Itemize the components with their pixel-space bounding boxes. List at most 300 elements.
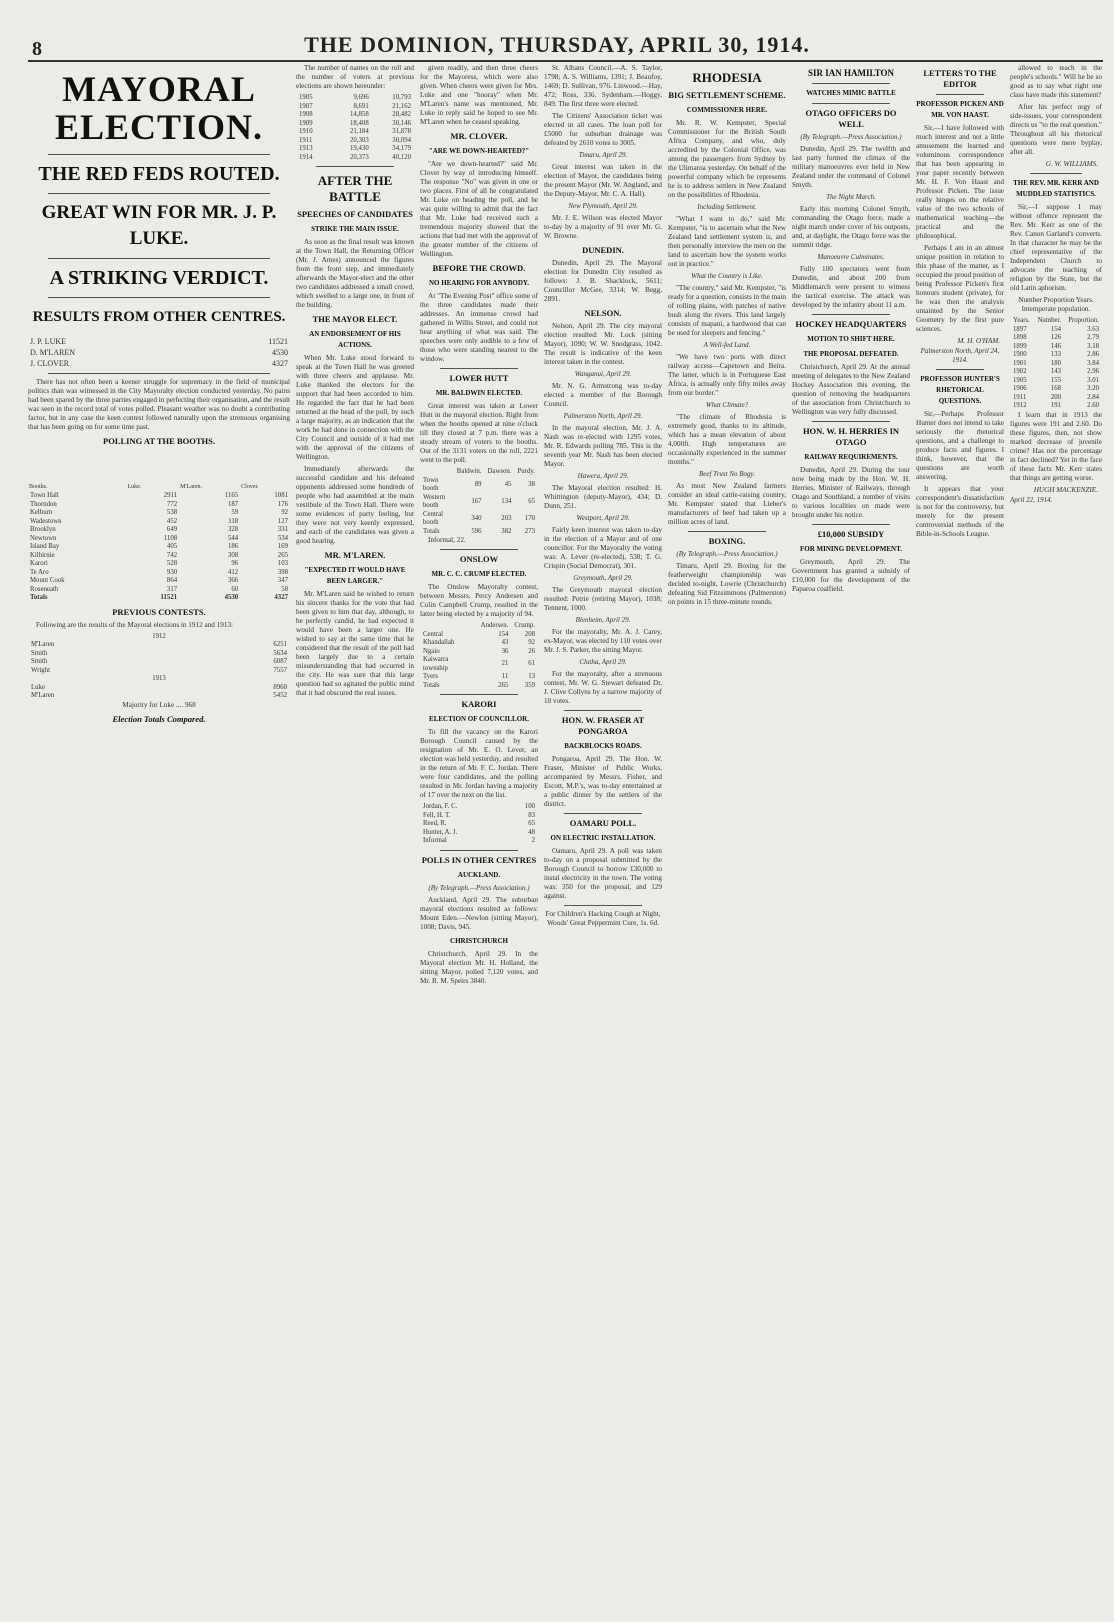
stats-cell: 1906 xyxy=(1013,385,1027,392)
section-heading: MR. M'LAREN. xyxy=(324,550,386,560)
onslow-cell: Totals xyxy=(423,681,440,689)
roll-cell: 28,482 xyxy=(392,111,411,118)
subheading: What the Country is Like. xyxy=(691,272,763,280)
section-heading: POLLING AT THE BOOTHS. xyxy=(103,436,215,446)
roll-cell: 1911 xyxy=(299,136,313,144)
section-subheading: THE PROPOSAL DEFEATED. xyxy=(803,350,899,358)
dateline: Hawera, April 29. xyxy=(577,472,629,480)
dateline: Timaru, April 29. xyxy=(578,151,628,159)
onslow-cell: Khandallah xyxy=(423,639,455,646)
divider xyxy=(48,258,270,259)
section-subheading: WATCHES MIMIC BATTLE xyxy=(806,89,896,97)
karori-cell: Hunter, A. J. xyxy=(423,828,458,836)
onslow-cell: Andersen. xyxy=(480,622,509,629)
advertisement: For Children's Hacking Cough at Night, Woods' Great Peppermint Cure, 1s. 6d. xyxy=(545,910,661,927)
hutt-cell xyxy=(420,468,454,477)
stats-cell: 133 xyxy=(1050,351,1062,358)
article-paragraph: Mr. M'Laren said he wished to return his sincere thanks for the vote that had been given to him that day, although, to be perfectly candid, he had expected it would have been a larger one. He wished to say at the same time that he considered that the result of the poll had been largely due to a certain misunderstanding that had occurred in the city. He was sure that this large question had so agitated the public mind that it had obscured the real issues. xyxy=(296,590,414,697)
stats-cell: 146 xyxy=(1050,342,1062,350)
booth-cell: 308 xyxy=(227,551,239,559)
dateline: Clutha, April 29. xyxy=(579,658,627,666)
booth-cell: 317 xyxy=(166,585,178,593)
roll-cell: 21,162 xyxy=(392,102,411,110)
previous-contests-table xyxy=(28,633,290,701)
article-paragraph: The Mayoral election resulted: H. Whittington (deputy-Mayor), 434; D. Dunn, 251. xyxy=(544,484,662,510)
roll-row xyxy=(296,120,414,129)
article-paragraph: The Citizens' Association ticket was elected in all cases. The loan poll for £5000 for suburban drainage was defeated by 2610 votes to 3005. xyxy=(544,112,662,147)
divider xyxy=(440,850,518,851)
candidate-name: D. M'LAREN xyxy=(30,348,75,357)
stats-cell: 1899 xyxy=(1013,342,1027,350)
stats-cell: 3.84 xyxy=(1087,359,1099,367)
section-heading: £10,000 SUBSIDY xyxy=(817,529,885,539)
divider xyxy=(1030,173,1082,174)
onslow-cell: Ngaio xyxy=(423,647,440,655)
section-subheading: AN ENDORSEMENT OF HIS ACTIONS. xyxy=(309,330,401,349)
booth-cell: 772 xyxy=(166,500,178,508)
article-paragraph: Christchurch, April 29. In the Mayoral election Mr. H. Holland, the sitting Mayor, polled 7,120 votes, and Mr. R. M. Speirs 3840. xyxy=(420,949,538,985)
subheading: What Climate? xyxy=(705,401,749,409)
karori-row xyxy=(420,803,538,812)
section-subheading: OTAGO OFFICERS DO WELL xyxy=(805,108,897,129)
stats-row xyxy=(1010,343,1102,352)
booth-row xyxy=(28,577,290,586)
article-paragraph: I learn that in 1913 the figures were 191 and 2.60. Do these figures, then, not show marked decrease of juvenile crime? Has not the percentage in fact declined? Yet in the face of these facts Mr. Kerr states that things are getting worse. xyxy=(1010,410,1102,482)
booth-cell: Town Hall xyxy=(30,492,59,499)
roll-cell: 20,373 xyxy=(350,153,369,161)
section-heading: PREVIOUS CONTESTS. xyxy=(112,606,206,617)
hutt-row xyxy=(420,494,538,511)
hutt-table xyxy=(420,468,538,536)
stats-cell: 180 xyxy=(1050,359,1062,367)
dateline: Greymouth, April 29. xyxy=(573,574,633,582)
karori-cell: Jordan, F. C. xyxy=(423,803,458,810)
roll-row xyxy=(296,154,414,163)
article-paragraph: given readily, and then three cheers for the Mayoress, which were also given. When cheers were given for Mrs. Luke and one "hooray" when Mr. M'Laren's name was mentioned, Mr. Luke in reply said he hoped to see Mr. M'Laren when he ceased speaking. xyxy=(420,64,538,126)
result-row xyxy=(28,347,290,358)
article-paragraph: "What I want to do," said Mr. Kempster, "is to ascertain what the New Zealand land settlement system is, and then personally interview the men on the land to ascertain how the system works out in practice." xyxy=(668,215,786,268)
year-row xyxy=(28,633,290,642)
booth-row xyxy=(28,543,290,552)
roll-cell: 1907 xyxy=(299,102,313,110)
booth-row xyxy=(28,509,290,518)
vote-row xyxy=(28,641,290,650)
article-paragraph: "The climate of Rhodesia is extremely good, thanks to its altitude, which has a mean elevation of about 4,000ft. High temperatures are occasionally experienced in the summer months." xyxy=(668,413,786,466)
hutt-cell: 382 xyxy=(501,527,512,535)
vote-cell: 8960 xyxy=(273,683,287,691)
stats-cell: 3.18 xyxy=(1087,342,1099,350)
article-paragraph: The number of names on the roll and the number of voters at previous elections are shown hereunder: xyxy=(296,64,414,90)
article-paragraph: Great interest was taken at Lower Hutt in the mayoral election. Right from when the booths opened at nine o'clock till they closed at 7 p.m. there was a steady stream of voters to the booths. Out of the 3131 voters on the roll, 2221 went to the poll. xyxy=(420,402,538,464)
roll-cell: 1905 xyxy=(299,94,313,101)
onslow-cell: 154 xyxy=(498,630,509,638)
onslow-cell: 21 xyxy=(501,660,509,668)
divider xyxy=(440,368,518,369)
stats-cell: Proportion. xyxy=(1068,317,1099,324)
hutt-cell: 45 xyxy=(504,480,512,488)
roll-cell: 9,696 xyxy=(353,94,369,101)
booth-row xyxy=(28,560,290,569)
vote-cell: Luke xyxy=(31,683,45,691)
section-heading: THE MAYOR ELECT. xyxy=(312,314,398,324)
hutt-cell: Western booth xyxy=(423,493,446,509)
onslow-cell: 36 xyxy=(501,647,509,655)
stats-cell: 1912 xyxy=(1013,402,1027,409)
result-row xyxy=(28,336,290,347)
roll-row xyxy=(296,94,414,103)
roll-cell: 18,408 xyxy=(350,119,369,127)
karori-cell: Reed, R. xyxy=(423,820,447,827)
article-paragraph: At "The Evening Post" office some of the three candidates made their addresses. An immense crowd had gathered in Willis Street, and could not hear anything of what was said. The speeches were only audible to a few of those who were standing nearest to the window. xyxy=(420,292,538,363)
section-subheading: RAILWAY REQUIREMENTS. xyxy=(804,453,898,461)
section-heading: HON. W. H. HERRIES IN OTAGO xyxy=(802,426,900,447)
results-table xyxy=(28,336,290,369)
booth-cell: 1108 xyxy=(163,534,178,542)
booth-cell: 11521 xyxy=(160,594,178,601)
column-mayoral-election xyxy=(28,64,290,1612)
booth-cell: 176 xyxy=(277,500,288,508)
booth-cell: 1081 xyxy=(274,492,288,499)
article-paragraph: The Onslow Mayoralty contest, between Messrs. Percy Andersen and Colin Campbell Crump, resulted in the latter being elected by a majority of 94. xyxy=(420,583,538,618)
article-paragraph: When Mr. Luke stood forward to speak at the Town Hall he was greeted with three cheers and applause. Mr. Luke thanked the electors for the support that had been accorded to him. He regarded the fact that he had been returned at the head of the poll, by such a large majority, as an indication that the work he had done in connection with the City Council and outside of it had met with the approval of the citizens of Wellington. xyxy=(296,354,414,461)
divider xyxy=(812,314,890,315)
karori-row xyxy=(420,812,538,821)
section-subheading: AUCKLAND. xyxy=(457,870,501,879)
section-subheading: "ARE WE DOWN-HEARTED?" xyxy=(428,147,530,155)
booth-cell: 412 xyxy=(227,568,239,576)
stats-cell: Years. xyxy=(1013,317,1030,324)
hutt-cell: 203 xyxy=(501,514,512,522)
vote-cell: 6251 xyxy=(273,641,287,648)
stats-cell: 2.84 xyxy=(1087,393,1099,401)
section-heading: NELSON. xyxy=(584,308,622,318)
article-paragraph: "We have two ports with direct railway access—Capetown and Beira. The latter, which is in Portuguese East Africa, is actually only fifty miles away from our border." xyxy=(668,353,786,397)
onslow-cell: Kaiwarra township xyxy=(423,656,449,672)
booth-cell: 96 xyxy=(231,560,239,567)
booth-row xyxy=(28,569,290,578)
booth-cell: Karori xyxy=(30,560,48,567)
section-heading: BEFORE THE CROWD. xyxy=(432,263,526,273)
hutt-row xyxy=(420,511,538,528)
karori-cell: Fell, H. T. xyxy=(423,811,451,819)
stats-cell: 3.01 xyxy=(1087,376,1099,384)
booth-cell: Totals xyxy=(30,594,48,601)
stats-row xyxy=(1010,368,1102,377)
hutt-cell: 134 xyxy=(501,497,512,505)
booth-cell: 59 xyxy=(231,509,239,516)
column-letters xyxy=(916,64,1004,1612)
booth-cell: Kilbirnie xyxy=(30,551,55,559)
majority-line: Majority for Luke .... 968 xyxy=(122,700,196,709)
section-heading: POLLS IN OTHER CENTRES xyxy=(421,854,537,865)
hutt-totals-row xyxy=(420,528,538,537)
booth-row xyxy=(28,518,290,527)
onslow-table xyxy=(420,622,538,690)
headline-great-win: GREAT WIN FOR MR. J. P. LUKE. xyxy=(41,202,277,249)
article-paragraph: Christchurch, April 29. At the annual meeting of delegates to the New Zealand Hockey Association this evening, the question of removing the headquarters of the association from Christchurch to Wellington was very fully discussed. xyxy=(792,363,910,416)
dateline: Westport, April 29. xyxy=(576,514,630,522)
result-row xyxy=(28,358,290,369)
subheading: Manoeuvre Culminates. xyxy=(817,253,885,261)
stats-row xyxy=(1010,377,1102,386)
stats-cell: 126 xyxy=(1050,334,1062,341)
booth-cell: 265 xyxy=(277,551,288,559)
divider xyxy=(48,193,270,194)
article-paragraph: Mr. R. W. Kempster, Special Commissioner for the British South Africa Company, and who, duly accredited by the Colonial Office, was among the passengers from Sydney by the Ulimaroa yesterday. On behalf of the powerful company which he represents he is to address settlers in New Zealand on the possibilities of Rhodesia. xyxy=(668,119,786,199)
roll-cell: 40,120 xyxy=(392,153,411,161)
onslow-totals-row xyxy=(420,682,538,691)
stats-row xyxy=(1010,360,1102,369)
booth-row xyxy=(28,552,290,561)
booth-header: Clover. xyxy=(241,483,259,490)
booth-cell: 331 xyxy=(277,526,288,533)
article-paragraph: "The country," said Mr. Kempster, "is ready for a question, consists in the main of rolling plains, with patches of native bush along the rivers. This land largely consists of mapani, a hardwood that can be used for sleepers and fencing." xyxy=(668,284,786,337)
section-subheading: CHRISTCHURCH xyxy=(450,936,508,945)
booth-cell: 544 xyxy=(227,534,239,542)
divider xyxy=(440,694,518,695)
section-subheading: BIG SETTLEMENT SCHEME. xyxy=(668,90,786,100)
roll-cell: 19,430 xyxy=(350,145,369,152)
section-heading: HON. W. FRASER AT PONGAROA xyxy=(561,715,645,736)
section-subheading: PROFESSOR HUNTER'S RHETORICAL QUESTIONS. xyxy=(920,375,1000,405)
divider xyxy=(564,905,642,906)
year-label: 1913 xyxy=(152,675,166,682)
hutt-row xyxy=(420,477,538,494)
hutt-cell: 89 xyxy=(474,480,482,488)
stats-row xyxy=(1010,394,1102,403)
letter-date: April 22, 1914. xyxy=(1010,495,1053,504)
stats-cell: Number. xyxy=(1037,317,1062,324)
onslow-cell: 265 xyxy=(498,681,509,689)
stats-cell: 1897 xyxy=(1013,325,1027,333)
stats-row xyxy=(1010,351,1102,360)
roll-cell: 8,691 xyxy=(353,102,369,110)
booth-cell: 366 xyxy=(227,577,239,584)
section-subheading: COMMISSIONER HERE. xyxy=(686,106,768,114)
booth-row xyxy=(28,526,290,535)
booth-cell: 405 xyxy=(166,543,178,550)
roll-cell: 1913 xyxy=(299,145,313,152)
booth-cell: 1165 xyxy=(224,492,239,499)
stats-cell: 1911 xyxy=(1013,393,1027,401)
stats-row xyxy=(1010,402,1102,411)
booth-cell: 2911 xyxy=(163,492,178,499)
divider xyxy=(564,710,642,711)
article-paragraph: Dunedin, April 29. During the tour now being made by the Hon. W. H. Herries, Minister of Railways, through Otago and Southland, a number of visits to various localities on made were brought under his notice. xyxy=(792,466,910,519)
article-paragraph: The Greymouth mayoral election resulted: Petrie (retiring Mayor), 1038; Tennent, 1000. xyxy=(544,586,662,612)
booth-row xyxy=(28,492,290,501)
karori-row xyxy=(420,837,538,846)
stats-row xyxy=(1010,334,1102,343)
section-heading: AFTER THE BATTLE xyxy=(317,173,393,204)
letter-signature: G. W. WILLIAMS. xyxy=(1045,160,1098,168)
headline-results: RESULTS FROM OTHER CENTRES. xyxy=(32,309,286,325)
article-paragraph: Greymouth, April 29. The Government has granted a subsidy of £10,000 for the development of the Paparoa coalfield. xyxy=(792,558,910,593)
year-row xyxy=(28,675,290,684)
vote-row xyxy=(28,692,290,701)
letter-signature: HUGH MACKENZIE. xyxy=(1033,485,1098,494)
section-heading: KARORI xyxy=(461,699,497,709)
article-paragraph: Nelson, April 29. The city mayoral election resulted: Mr. Lock (sitting Mayor), 1090; W. W. Snodgrass, 1042. The result is indicative of the keen interest taken in the contest. xyxy=(544,322,662,366)
article-paragraph: After his perfect orgy of side-issues, your correspondent directs us "to the real question." Throughout all his rhetorical questions were mere byplay, after all. xyxy=(1010,103,1102,156)
booth-cell: 186 xyxy=(227,543,239,550)
candidate-votes: 4530 xyxy=(272,348,288,357)
roll-cell: 31,878 xyxy=(392,128,411,135)
hutt-cell: 170 xyxy=(524,514,535,522)
divider xyxy=(812,103,890,104)
article-paragraph: Fully 100 spectators went from Dunedin, and about 200 from Middlemarch were present to witness the tactical exercise. The attack was developed by the infantry about 11 a.m. xyxy=(792,265,910,309)
booth-cell: Kelburn xyxy=(30,509,53,516)
divider xyxy=(936,94,984,95)
vote-cell: Smith xyxy=(31,649,48,657)
section-heading: RHODESIA xyxy=(692,70,762,85)
article-paragraph: It appears that your correspondent's dissatisfaction is not for the controversy, but merely for the present controversial methods of the Bible-in-Schools League. xyxy=(916,485,1004,538)
onslow-cell xyxy=(420,622,478,631)
stats-cell: 1900 xyxy=(1013,351,1027,358)
booth-cell: 538 xyxy=(166,509,178,516)
article-paragraph: "Are we down-hearted?" said Mr. Clover by way of introducing himself. The response "No" was given in one or two places. First of all he congratulated Mr. Luke on heading the poll, and he was quite willing to admit that the fact that Mr. Luke had received such a tremendous majority showed that the actions that had met with the approval of the greater number of the citizens of Wellington. xyxy=(420,160,538,258)
section-heading: LOWER HUTT xyxy=(449,373,509,383)
divider xyxy=(564,813,642,814)
letter-signature: M. H. O'HAM. xyxy=(957,337,1000,345)
hutt-cell: 38 xyxy=(528,480,535,488)
section-subheading: MOTION TO SHIFT HERE. xyxy=(807,335,895,343)
vote-cell: Smith xyxy=(31,658,48,665)
booth-cell: 4530 xyxy=(224,594,239,601)
dateline: Blenheim, April 29. xyxy=(575,616,631,624)
vote-row xyxy=(28,667,290,676)
table-caption: Number Proportion Years. Intemperate population. xyxy=(1018,296,1094,313)
stats-cell: 1901 xyxy=(1013,359,1027,367)
stats-cell: 3.20 xyxy=(1087,385,1099,392)
roll-cell: 30,094 xyxy=(392,136,411,144)
vote-cell: 7557 xyxy=(273,666,287,674)
article-paragraph: Perhaps I am in an almost unique position in relation to this phase of the matter, as I occupied the proud position of being Professor Picken's first honours student (private), for he was then the analysis untainted by the Senior Geometry by the first pure sciences. xyxy=(916,244,1004,333)
booth-cell: Brooklyn xyxy=(30,526,56,533)
article-paragraph: Auckland, April 29. The suburban mayoral elections resulted as follows: Mount Eden.—Newlon (sitting Mayor), 1008; Davis, 945. xyxy=(420,895,538,931)
hutt-header-row xyxy=(420,468,538,477)
booth-cell: 452 xyxy=(166,517,178,525)
roll-cell: 1914 xyxy=(299,153,313,161)
booth-cell: Island Bay xyxy=(30,543,60,550)
candidate-name: J. P. LUKE xyxy=(30,337,67,346)
stats-row xyxy=(1010,326,1102,335)
roll-cell: 21,184 xyxy=(350,128,369,135)
section-subheading: FOR MINING DEVELOPMENT. xyxy=(800,545,902,553)
hutt-cell: 596 xyxy=(471,527,482,535)
stats-cell: 191 xyxy=(1050,402,1062,409)
byline: (By Telegraph.—Press Association.) xyxy=(676,550,778,558)
roll-cell: 14,858 xyxy=(350,111,369,118)
byline: (By Telegraph.—Press Association.) xyxy=(428,883,530,892)
stats-cell: 2.60 xyxy=(1087,402,1099,409)
karori-row xyxy=(420,829,538,838)
onslow-cell: Crump. xyxy=(514,622,535,629)
article-paragraph: Fairly keen interest was taken to-day in the election of a Mayor and of one councillor. For the Mayoralty the voting was: A. Lever (re-elected), 538; T. G. Crispin (Social Democrat), 301. xyxy=(544,526,662,570)
subheading: Including Settlement. xyxy=(697,203,757,211)
onslow-row xyxy=(420,656,538,673)
booth-header-row xyxy=(28,450,290,492)
stats-cell: 1902 xyxy=(1013,368,1027,375)
onslow-cell: 359 xyxy=(524,681,535,689)
stats-header-row xyxy=(1010,317,1102,326)
article-paragraph: For the mayoralty, after a strenuous contest, Mr. W. G. Stewart defeated Dr. J. Clive Collyns by a narrow majority of 10 votes. xyxy=(544,670,662,705)
section-subheading: PROFESSOR PICKEN AND MR. VON HAAST. xyxy=(916,100,1004,119)
roll-cell: 1908 xyxy=(299,111,313,118)
hutt-cell: Purdy. xyxy=(517,468,535,475)
hutt-cell: 273 xyxy=(524,527,535,535)
booth-table xyxy=(28,450,290,603)
section-heading: MR. CLOVER. xyxy=(450,131,508,141)
onslow-cell: 43 xyxy=(501,639,509,646)
divider xyxy=(48,373,270,374)
article-paragraph: Immediately afterwards the successful candidate and his defeated opponents addressed some hundreds of people who had assembled at the main vestibule of the Town Hall. There were some evidences of party feeling, but they were not very keenly expressed, and each of the candidates was given a good hearing. xyxy=(296,465,414,545)
booth-cell: 169 xyxy=(277,543,288,550)
booth-cell: 534 xyxy=(277,534,288,542)
column-candidates xyxy=(420,64,538,1612)
hutt-cell: Baldwin. xyxy=(456,468,482,475)
booth-header: Luke. xyxy=(127,483,142,490)
vote-cell: 6087 xyxy=(273,658,287,665)
booth-cell: 742 xyxy=(166,551,178,559)
dateline: Palmerston North, April 29. xyxy=(563,412,643,420)
karori-cell: Informal xyxy=(423,837,447,844)
vote-row xyxy=(28,684,290,693)
vote-cell: 5452 xyxy=(273,692,287,699)
column-after-battle xyxy=(296,64,414,1612)
hutt-cell: Central booth xyxy=(423,510,444,526)
stats-cell: 154 xyxy=(1050,325,1062,333)
booth-cell: Te Aro xyxy=(30,568,49,576)
divider xyxy=(48,154,270,155)
column-rhodesia xyxy=(668,64,786,1612)
stats-row xyxy=(1010,385,1102,394)
article-paragraph: Oamaru, April 29. A poll was taken to-day on a proposal submitted by the Borough Council to borrow £30,000 to instal electricity in the town. The voting was: 350 for the proposal, and 129 against. xyxy=(544,847,662,900)
divider xyxy=(812,83,890,84)
stats-cell: 1898 xyxy=(1013,334,1027,341)
booth-cell: Wadestown xyxy=(30,517,62,525)
rolls-table xyxy=(296,94,414,162)
karori-cell: 65 xyxy=(528,820,535,827)
vote-cell: Wright xyxy=(31,666,50,674)
article-paragraph: Great interest was taken in the election of Mayor, the candidates being the present Mayor (Mr. W. Angland, and the Deputy-Mayor, Mr. C. A. Hall). xyxy=(544,163,662,198)
onslow-cell: 208 xyxy=(524,630,535,638)
booth-cell: 103 xyxy=(277,560,288,567)
hutt-cell: 340 xyxy=(471,514,482,522)
section-heading: BOXING. xyxy=(708,536,746,546)
divider xyxy=(316,166,394,167)
article-paragraph: allowed to teach in the people's schools." Will he be so good as to say what right one class have made this statement? xyxy=(1010,64,1102,99)
divider xyxy=(688,531,766,532)
karori-table xyxy=(420,803,538,846)
section-heading: Election Totals Compared. xyxy=(112,713,206,724)
subheading: A Well-fed Land. xyxy=(703,341,751,349)
onslow-cell: 92 xyxy=(528,639,535,646)
onslow-cell: Central xyxy=(423,630,444,638)
karori-cell: 2 xyxy=(531,837,535,844)
stats-cell: 168 xyxy=(1050,385,1062,392)
booth-cell: 4327 xyxy=(274,594,288,601)
section-heading: ONSLOW xyxy=(459,554,499,564)
roll-row xyxy=(296,111,414,120)
roll-row xyxy=(296,137,414,146)
booth-header: M'Laren. xyxy=(180,483,203,490)
roll-cell: 1910 xyxy=(299,128,313,135)
article-paragraph: Early this morning Colonel Smyth, commanding the Otago force, made a night march under cover of his outposts, and, at daylight, the Otago force was the summit ridge. xyxy=(792,205,910,249)
onslow-cell: 26 xyxy=(528,647,535,655)
section-subheading: MR. C. C. CRUMP ELECTED. xyxy=(431,570,527,578)
section-subheading: THE REV. MR. KERR AND MUDDLED STATISTICS. xyxy=(1013,179,1099,198)
